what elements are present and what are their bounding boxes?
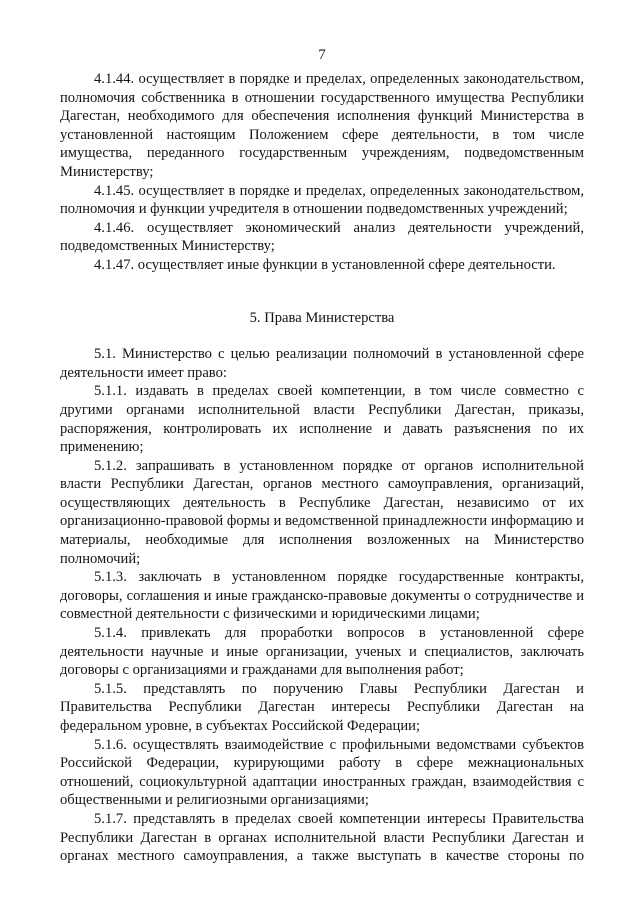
paragraph-4-1-44: 4.1.44. осуществляет в порядке и пределах, определенных законодательством, полномочия собственника в отношении государственного имущества Республики Дагестан, необходимого для обеспечения исполнения функций Министерства в установленной настоящим Положением сфере деятельности, в том числе имущества, переданного государственным учреждениям, подведомственным Министерству; bbox=[60, 71, 584, 180]
section-title: 5. Права Министерства bbox=[249, 309, 395, 326]
document-body bbox=[60, 70, 584, 866]
page-number: 7 bbox=[318, 47, 326, 63]
paragraph-4-1-46: 4.1.46. осуществляет экономический анализ деятельности учреждений, подведомственных Министерству; bbox=[60, 219, 584, 255]
paragraph-5-1-2: 5.1.2. запрашивать в установленном порядке от органов исполнительной власти Республики Дагестан, органов местного самоуправления, организаций, осуществляющих деятельность в Республике Дагестан, независимо от их организационно-правовой формы и ведомственной принадлежности информацию и материалы, необходимые для исполнения возложенных на Министерство полномочий; bbox=[60, 457, 584, 567]
paragraph-5-1-6: 5.1.6. осуществлять взаимодействие с профильными ведомствами субъектов Российской Федерации, курирующими работу в сфере межнациональных отношений, социокультурной адаптации иностранных граждан, взаимодействия с общественными и религиозными организациями; bbox=[60, 736, 584, 809]
paragraph-5-1-1: 5.1.1. издавать в пределах своей компетенции, в том числе совместно с другими органами исполнительной власти Республики Дагестан, приказы, распоряжения, контролировать их исполнение и давать разъяснения по их применению; bbox=[60, 383, 584, 456]
paragraph-4-1-45: 4.1.45. осуществляет в порядке и пределах, определенных законодательством, полномочия и функции учредителя в отношении подведомственных учреждений; bbox=[60, 182, 584, 218]
paragraph-5-1-4: 5.1.4. привлекать для проработки вопросов в установленной сфере деятельности научные и иные организации, ученых и специалистов, заключать договоры с организациями и гражданами для выполнения работ; bbox=[60, 625, 584, 679]
paragraph-5-1-5: 5.1.5. представлять по поручению Главы Республики Дагестан и Правительства Республики Дагестан интересы Республики Дагестан на федеральном уровне, в субъектах Российской Федерации; bbox=[60, 680, 584, 734]
paragraph-5-1-7: 5.1.7. представлять в пределах своей компетенции интересы Правительства Республики Дагестан в органах исполнительной власти Республики Дагестан и органах местного самоуправления, а также выступать в качестве стороны по bbox=[60, 810, 584, 865]
paragraph-4-1-47: 4.1.47. осуществляет иные функции в установленной сфере деятельности. bbox=[94, 256, 556, 273]
paragraph-5-1-3: 5.1.3. заключать в установленном порядке государственные контракты, договоры, соглашения и иные гражданско-правовые документы о сотрудничестве и совместной деятельности с физическими и юридическими лицами; bbox=[60, 569, 584, 623]
paragraph-5-1: 5.1. Министерство с целью реализации полномочий в установленной сфере деятельности имеет право: bbox=[60, 346, 584, 381]
